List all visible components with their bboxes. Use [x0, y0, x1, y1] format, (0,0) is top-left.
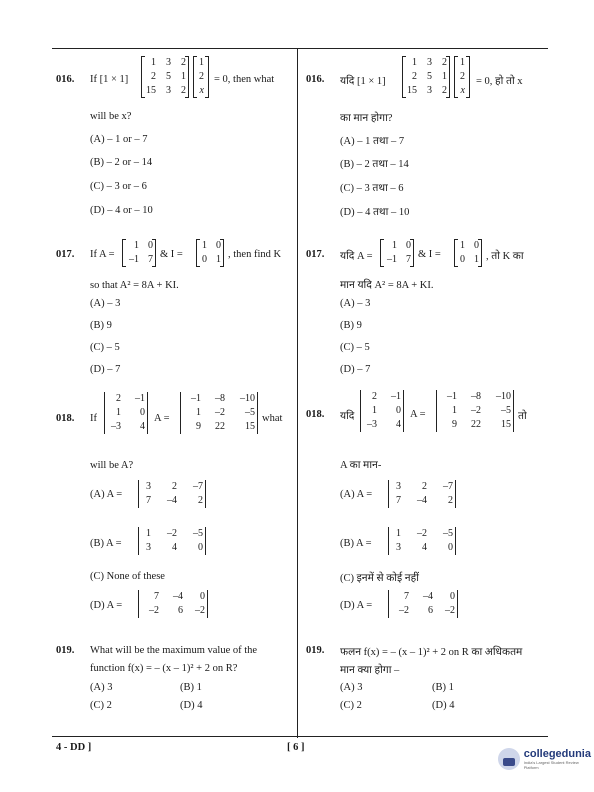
question-text: will be x? [90, 111, 132, 122]
matrix: 1 –2 –5 3 4 0 [138, 527, 206, 555]
logo-tagline: India's Largest Student Review Platform [523, 759, 579, 770]
question-number: 019. [306, 645, 325, 656]
question-text: what [262, 413, 283, 424]
option: (C) – 5 [340, 342, 370, 353]
matrix: 2 –1 1 0 –3 4 [104, 392, 148, 434]
matrix: 2 –1 1 0 –3 4 [360, 390, 404, 432]
option: (A) – 3 [340, 298, 371, 309]
option: (B) 9 [90, 320, 112, 331]
bottom-rule [52, 736, 548, 737]
logo-mascot-icon [498, 748, 520, 770]
matrix: 7 –4 0 –2 6 –2 [388, 590, 458, 618]
option: (B) 1 [432, 682, 454, 693]
question-number: 018. [56, 413, 75, 424]
option: (A) – 1 or – 7 [90, 134, 148, 145]
question-text: & I = [160, 249, 183, 260]
option: (C) None of these [90, 571, 165, 582]
matrix: 1 0 0 1 [196, 239, 224, 267]
question-number: 017. [306, 249, 325, 260]
question-text: function f(x) = – (x – 1)² + 2 on R? [90, 663, 238, 674]
question-text: A = [410, 409, 426, 420]
option: (A) – 3 [90, 298, 121, 309]
option: (A) – 1 तथा – 7 [340, 136, 405, 147]
option: (B) A = [90, 538, 122, 549]
page-number: [ 6 ] [287, 742, 305, 753]
option: (B) – 2 तथा – 14 [340, 159, 409, 170]
question-number: 018. [306, 409, 325, 420]
logo-text: collegedunia [523, 747, 591, 760]
option: (D) – 7 [90, 364, 121, 375]
option: (C) 2 [90, 700, 112, 711]
question-number: 017. [56, 249, 75, 260]
option: (D) A = [340, 600, 373, 611]
option: (A) A = [90, 489, 123, 500]
question-number: 016. [306, 74, 325, 85]
question-text: यदि [1 × 1] [340, 76, 386, 87]
question-text: यदि [340, 411, 355, 422]
option: (B) 1 [180, 682, 202, 693]
question-text: will be A? [90, 460, 134, 471]
option: (A) 3 [340, 682, 363, 693]
question-text: मान क्या होगा – [340, 665, 400, 676]
question-text: A = [154, 413, 170, 424]
column-divider [297, 48, 298, 738]
question-text: so that A² = 8A + KI. [90, 280, 179, 291]
matrix: –1 –8 –10 1 –2 –5 9 22 15 [436, 390, 514, 432]
question-text: If [1 × 1] [90, 74, 129, 85]
matrix: 3 2 –7 7 –4 2 [138, 480, 206, 508]
option: (D) – 7 [340, 364, 371, 375]
matrix: 1 2 x [454, 56, 470, 98]
option: (C) 2 [340, 700, 362, 711]
option: (C) इनमें से कोई नहीं [340, 573, 419, 584]
matrix: 1 2 x [193, 56, 209, 98]
option: (D) 4 [432, 700, 455, 711]
question-number: 016. [56, 74, 75, 85]
question-text: What will be the maximum value of the [90, 645, 258, 656]
option: (B) 9 [340, 320, 362, 331]
option: (A) 3 [90, 682, 113, 693]
question-text: A का मान- [340, 460, 382, 471]
question-text: फलन f(x) = – (x – 1)² + 2 on R का अधिकतम [340, 647, 523, 658]
question-text: , then find K [228, 249, 282, 260]
collegedunia-logo [498, 748, 594, 770]
question-text: यदि A = [340, 251, 373, 262]
option: (A) A = [340, 489, 373, 500]
matrix: 1 0 –1 7 [122, 239, 156, 267]
matrix: 1 0 0 1 [454, 239, 482, 267]
matrix: 1 –2 –5 3 4 0 [388, 527, 456, 555]
question-text: = 0, then what [214, 74, 275, 85]
top-rule [52, 48, 548, 49]
question-number: 019. [56, 645, 75, 656]
option: (D) – 4 तथा – 10 [340, 207, 410, 218]
option: (C) – 3 or – 6 [90, 181, 147, 192]
question-text: = 0, हो तो x [476, 76, 523, 87]
matrix: 7 –4 0 –2 6 –2 [138, 590, 208, 618]
matrix: 1 3 2 2 5 1 15 3 2 [402, 56, 450, 98]
question-text: तो [518, 411, 527, 422]
matrix: 1 0 –1 7 [380, 239, 414, 267]
option: (C) – 5 [90, 342, 120, 353]
question-text: का मान होगा? [340, 113, 393, 124]
option: (B) A = [340, 538, 372, 549]
question-text: If A = [90, 249, 115, 260]
question-text: , तो K का [486, 251, 524, 262]
option: (D) – 4 or – 10 [90, 205, 153, 216]
matrix: –1 –8 –10 1 –2 –5 9 22 15 [180, 392, 258, 434]
option: (B) – 2 or – 14 [90, 157, 153, 168]
matrix: 1 3 2 2 5 1 15 3 2 [141, 56, 189, 98]
question-text: If [90, 413, 97, 424]
option: (C) – 3 तथा – 6 [340, 183, 404, 194]
paper-code: 4 - DD ] [56, 742, 92, 753]
question-text: & I = [418, 249, 441, 260]
question-text: मान यदि A² = 8A + KI. [340, 280, 434, 291]
option: (D) 4 [180, 700, 203, 711]
matrix: 3 2 –7 7 –4 2 [388, 480, 456, 508]
option: (D) A = [90, 600, 123, 611]
